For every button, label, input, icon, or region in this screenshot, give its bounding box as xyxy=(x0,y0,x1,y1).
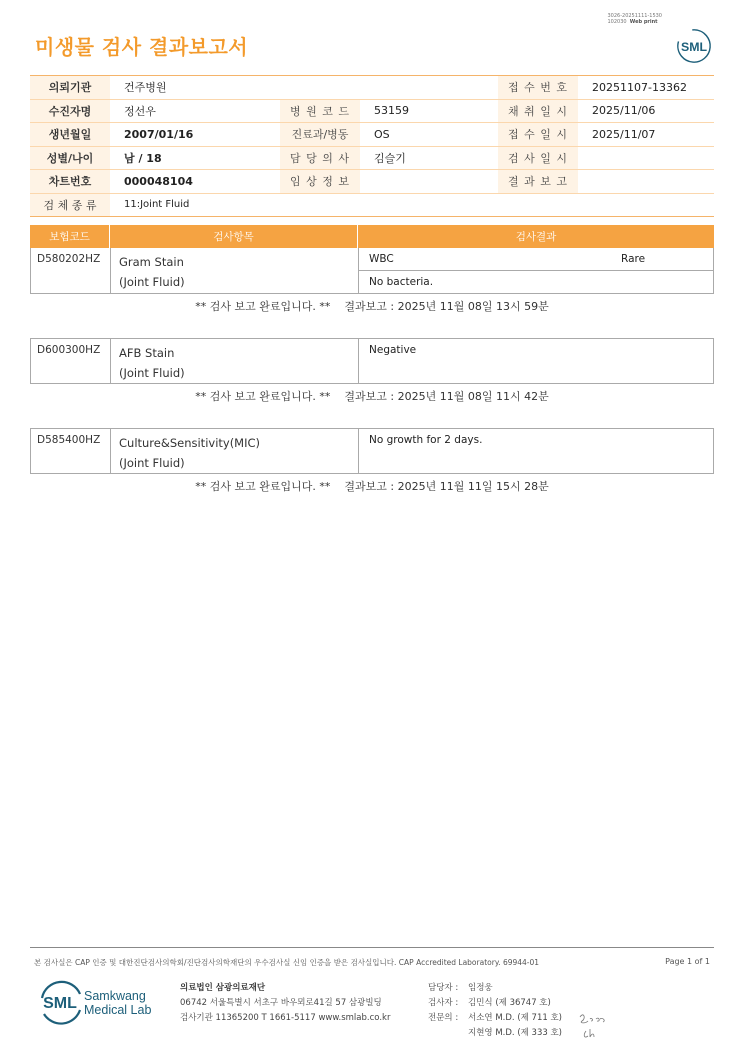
staff-name: 서소연 M.D. (제 711 호) xyxy=(468,1013,563,1023)
staff-row xyxy=(428,1026,562,1041)
staff-name: 임정웅 xyxy=(468,983,493,993)
accession-number-value: 20251107-13362 xyxy=(578,76,714,100)
info-row xyxy=(30,170,714,194)
test-code: D580202HZ xyxy=(31,248,111,293)
info-row xyxy=(30,123,714,147)
test-item xyxy=(111,339,359,383)
staff-role: 담당자 : xyxy=(428,983,459,993)
staff-role: 전문의 : xyxy=(428,1013,459,1023)
test-result-cell xyxy=(359,429,713,473)
document-code xyxy=(607,13,662,25)
report-title: 미생물 검사 결과보고서 xyxy=(35,35,249,59)
organization-contact: 검사기관 11365200 T 1661-5117 www.smlab.co.kr xyxy=(180,1013,391,1023)
result-report-label: 결 과 보 고 xyxy=(498,170,578,194)
department-value: OS xyxy=(360,123,498,147)
report-status-line xyxy=(30,298,714,314)
report-status: ** 검사 보고 완료입니다. ** xyxy=(195,390,331,403)
test-result-block xyxy=(30,428,714,474)
accession-number-label: 접 수 번 호 xyxy=(498,76,578,100)
specimen-type-value: 11:Joint Fluid xyxy=(110,193,714,217)
doc-code-line2 xyxy=(607,19,662,25)
report-time: 결과보고 : 2025년 11월 11일 15시 28분 xyxy=(344,480,549,493)
hospital-code-label: 병 원 코 드 xyxy=(280,99,360,123)
birth-date-value: 2007/01/16 xyxy=(110,123,280,147)
test-date-label: 검 사 일 시 xyxy=(498,146,578,170)
patient-name-value: 정선우 xyxy=(110,99,280,123)
requesting-org-value: 건주병원 xyxy=(110,76,280,100)
specimen-type-label: 검 체 종 류 xyxy=(30,193,110,217)
brand-name xyxy=(84,989,151,1017)
footer-divider xyxy=(30,947,714,948)
result-text: Negative xyxy=(369,344,417,356)
staff-row xyxy=(428,981,562,996)
sml-logo-text: SML xyxy=(680,39,708,54)
patient-info-table xyxy=(30,75,714,217)
accreditation-note: 본 검사실은 CAP 인증 및 대한진단검사의학회/진단검사의학재단의 우수검사실 신임 인증을 받은 검사실입니다. CAP Accredited Laboratory. 69944-01 xyxy=(34,958,540,967)
clinical-info-label: 임 상 정 보 xyxy=(280,170,360,194)
info-row xyxy=(30,76,714,100)
receipt-date-value: 2025/11/07 xyxy=(578,123,714,147)
physician-label: 담 당 의 사 xyxy=(280,146,360,170)
chart-number-value: 000048104 xyxy=(110,170,280,194)
report-status: ** 검사 보고 완료입니다. ** xyxy=(195,480,331,493)
patient-name-label: 수진자명 xyxy=(30,99,110,123)
test-result-header: 검사결과 xyxy=(515,231,557,243)
chart-number-label: 차트번호 xyxy=(30,170,110,194)
test-result-block xyxy=(30,248,714,294)
sml-logo-icon xyxy=(675,27,713,65)
staff-role: 검사자 : xyxy=(428,998,459,1008)
sex-age-value: 남 / 18 xyxy=(110,146,280,170)
empty-cell xyxy=(280,76,360,100)
result-value: Rare xyxy=(621,253,646,265)
footer-logo-text: SML xyxy=(43,995,77,1012)
requesting-org-label: 의뢰기관 xyxy=(30,76,110,100)
report-status: ** 검사 보고 완료입니다. ** xyxy=(195,300,331,313)
test-name: AFB Stain xyxy=(119,346,175,360)
physician-value: 김슬기 xyxy=(360,146,498,170)
test-name: Gram Stain xyxy=(119,255,184,269)
samkwang-logo-icon xyxy=(36,980,86,1026)
test-item-header: 검사항목 xyxy=(110,225,358,248)
test-date-value xyxy=(578,146,714,170)
birth-date-label: 생년월일 xyxy=(30,123,110,147)
info-row xyxy=(30,146,714,170)
test-result-cell xyxy=(359,248,713,293)
organization-name: 의료법인 삼광의료재단 xyxy=(180,983,266,993)
result-row xyxy=(359,248,713,270)
test-specimen: (Joint Fluid) xyxy=(119,366,185,380)
brand-line2: Medical Lab xyxy=(84,1003,152,1017)
signature-image xyxy=(576,1009,610,1041)
staff-name: 지현영 M.D. (제 333 호) xyxy=(468,1028,563,1038)
test-item xyxy=(111,248,359,293)
receipt-date-label: 접 수 일 시 xyxy=(498,123,578,147)
report-time: 결과보고 : 2025년 11월 08일 13시 59분 xyxy=(344,300,549,313)
collection-date-value: 2025/11/06 xyxy=(578,99,714,123)
results-header xyxy=(30,225,714,248)
test-result-cell xyxy=(359,339,713,383)
info-row xyxy=(30,99,714,123)
info-row xyxy=(30,193,714,217)
result-name: WBC xyxy=(369,253,394,265)
organization-address: 06742 서울특별시 서초구 바우뫼로41길 57 삼광빌딩 xyxy=(180,998,382,1008)
staff-row xyxy=(428,996,562,1011)
hospital-code-value: 53159 xyxy=(360,99,498,123)
sex-age-label: 성별/나이 xyxy=(30,146,110,170)
test-result-block xyxy=(30,338,714,384)
doc-code-line1: 3026-20251111-1530 xyxy=(607,13,662,19)
staff-role xyxy=(428,1026,468,1041)
web-print-label: Web print xyxy=(629,19,658,25)
staff-row xyxy=(428,1011,562,1026)
report-status-line xyxy=(30,478,714,494)
test-code: D600300HZ xyxy=(31,339,111,383)
brand-line1: Samkwang xyxy=(84,989,146,1003)
report-status-line xyxy=(30,388,714,404)
report-time: 결과보고 : 2025년 11월 08일 11시 42분 xyxy=(344,390,549,403)
result-row xyxy=(359,270,713,292)
result-text: No bacteria. xyxy=(369,275,434,288)
test-specimen: (Joint Fluid) xyxy=(119,456,185,470)
doc-code-number: 102030 xyxy=(607,19,627,25)
clinical-info-value xyxy=(360,170,498,194)
test-item xyxy=(111,429,359,473)
result-report-value xyxy=(578,170,714,194)
department-label: 진료과/병동 xyxy=(280,123,360,147)
organization-info xyxy=(180,981,390,1026)
staff-list xyxy=(428,981,562,1041)
staff-name: 김민식 (제 36747 호) xyxy=(468,998,551,1008)
collection-date-label: 채 취 일 시 xyxy=(498,99,578,123)
page-number: Page 1 of 1 xyxy=(665,957,710,966)
empty-cell xyxy=(360,76,498,100)
test-code: D585400HZ xyxy=(31,429,111,473)
insurance-code-header: 보험코드 xyxy=(30,225,110,248)
test-specimen: (Joint Fluid) xyxy=(119,275,185,289)
test-name: Culture&Sensitivity(MIC) xyxy=(119,436,261,450)
result-text: No growth for 2 days. xyxy=(369,434,483,446)
